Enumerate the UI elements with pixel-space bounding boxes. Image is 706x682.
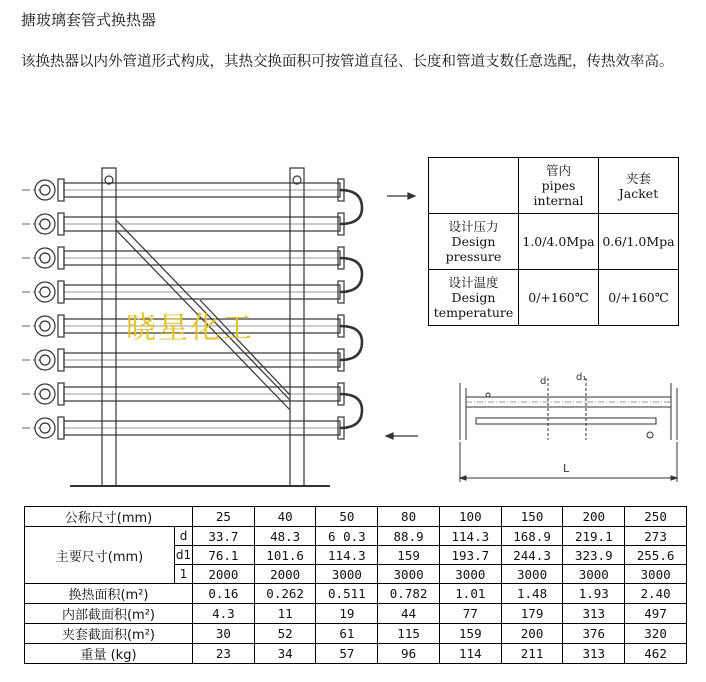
row-label: 重量 (kg) (25, 644, 193, 664)
col-pipes-en2: internal (533, 193, 584, 208)
table-cell: 497 (625, 604, 687, 624)
table-cell: 150 (501, 507, 563, 527)
table-cell: 3000 (378, 565, 440, 584)
table-cell: 23 (193, 644, 255, 664)
pipe-row (35, 349, 344, 371)
table-cell: 0.262 (254, 584, 316, 604)
table-cell: 25 (193, 507, 255, 527)
pipe-row (35, 247, 344, 269)
sub-label: d (175, 527, 193, 546)
table-cell: 159 (439, 624, 501, 644)
row-pressure-en2: pressure (445, 249, 502, 264)
table-cell: 179 (501, 604, 563, 624)
table-cell: 376 (563, 624, 625, 644)
table-cell: 313 (563, 644, 625, 664)
table-row (25, 527, 687, 546)
table-cell: 57 (316, 644, 378, 664)
table-cell: 0.782 (378, 584, 440, 604)
pipe-row (35, 281, 344, 303)
table-cell: 219.1 (563, 527, 625, 546)
table-cell: 273 (625, 527, 687, 546)
table-cell: 211 (501, 644, 563, 664)
table-cell: 114.3 (439, 527, 501, 546)
table-cell: 1.01 (439, 584, 501, 604)
table-cell: 255.6 (625, 546, 687, 565)
page-title: 搪玻璃套管式换热器 (21, 11, 157, 29)
table-cell: 52 (254, 624, 316, 644)
col-pipes-en1: pipes (541, 178, 576, 193)
col-jacket-en: Jacket (618, 185, 659, 201)
row-label: 内部截面积(m²) (25, 604, 193, 624)
table-cell: 200 (501, 624, 563, 644)
table-cell: 244.3 (501, 546, 563, 565)
table-row (25, 644, 687, 664)
table-cell: 0.16 (193, 584, 255, 604)
table-cell: 80 (378, 507, 440, 527)
table-cell: 101.6 (254, 546, 316, 565)
pipe-row (35, 417, 344, 439)
table-cell: 2000 (193, 565, 255, 584)
table-cell: 40 (254, 507, 316, 527)
dim-d-label: d (540, 376, 547, 387)
table-cell: 76.1 (193, 546, 255, 565)
table-cell: 2000 (254, 565, 316, 584)
table-cell: 6 0.3 (316, 527, 378, 546)
left-support-column (102, 168, 116, 486)
data-table (24, 506, 687, 664)
pressure-jacket: 0.6/1.0Mpa (599, 214, 679, 270)
table-cell: 2.40 (625, 584, 687, 604)
sub-label: d1 (175, 546, 193, 565)
table-row (25, 507, 687, 527)
table-cell: 77 (439, 604, 501, 624)
col-jacket-zh: 夹套 (625, 170, 651, 186)
dim-d1-label: d₁ (576, 372, 587, 383)
row-temp-zh: 设计温度 (448, 275, 499, 290)
row-temp-en1: Design (451, 290, 496, 305)
table-cell: 48.3 (254, 527, 316, 546)
table-cell: 1.48 (501, 584, 563, 604)
temp-pipes: 0/+160℃ (519, 270, 599, 326)
table-cell: 1.93 (563, 584, 625, 604)
pipe-row (35, 383, 344, 405)
table-cell: 50 (316, 507, 378, 527)
table-cell: 30 (193, 624, 255, 644)
table-cell: 4.3 (193, 604, 255, 624)
description: 该换热器以内外管道形式构成，其热交换面积可按管道直径、长度和管道支数任意选配，传热效率高。 (21, 54, 674, 70)
table-cell: 3000 (439, 565, 501, 584)
pressure-pipes: 1.0/4.0Mpa (519, 214, 599, 270)
table-cell: 96 (378, 644, 440, 664)
table-cell: 115 (378, 624, 440, 644)
table-cell: 11 (254, 604, 316, 624)
row-label: 公称尺寸(mm) (25, 507, 193, 527)
col-pipes-zh: 管内 (545, 163, 571, 178)
table-cell: 3000 (316, 565, 378, 584)
table-cell: 320 (625, 624, 687, 644)
table-cell: 34 (254, 644, 316, 664)
row-label: 夹套截面积(m²) (25, 624, 193, 644)
table-cell: 88.9 (378, 527, 440, 546)
table-cell: 313 (563, 604, 625, 624)
table-cell: 3000 (501, 565, 563, 584)
table-cell: 3000 (563, 565, 625, 584)
pipe-row (35, 213, 344, 235)
pipe-row (35, 179, 344, 201)
table-row (25, 624, 687, 644)
table-row (25, 604, 687, 624)
table-cell: 3000 (625, 565, 687, 584)
table-cell: 193.7 (439, 546, 501, 565)
table-row (25, 584, 687, 604)
table-cell: 323.9 (563, 546, 625, 565)
spec-table (428, 157, 679, 326)
table-cell: 100 (439, 507, 501, 527)
row-pressure-en1: Design (451, 234, 496, 249)
table-cell: 19 (316, 604, 378, 624)
table-cell: 114.3 (316, 546, 378, 565)
row-label: 主要尺寸(mm) (25, 527, 175, 584)
temp-jacket: 0/+160℃ (599, 270, 679, 326)
table-cell: 0.511 (316, 584, 378, 604)
right-support-column (290, 168, 304, 486)
sub-label: 1 (175, 565, 193, 584)
table-cell: 44 (378, 604, 440, 624)
table-cell: 168.9 (501, 527, 563, 546)
dim-L-label: L (563, 462, 570, 475)
row-label: 换热面积(m²) (25, 584, 193, 604)
table-cell: 159 (378, 546, 440, 565)
table-cell: 61 (316, 624, 378, 644)
row-temp-en2: temperature (433, 305, 514, 320)
row-pressure-zh: 设计压力 (448, 219, 499, 234)
table-cell: 200 (563, 507, 625, 527)
watermark: 晓星化工 (126, 311, 254, 346)
table-cell: 462 (625, 644, 687, 664)
table-cell: 114 (439, 644, 501, 664)
table-cell: 33.7 (193, 527, 255, 546)
table-cell: 250 (625, 507, 687, 527)
